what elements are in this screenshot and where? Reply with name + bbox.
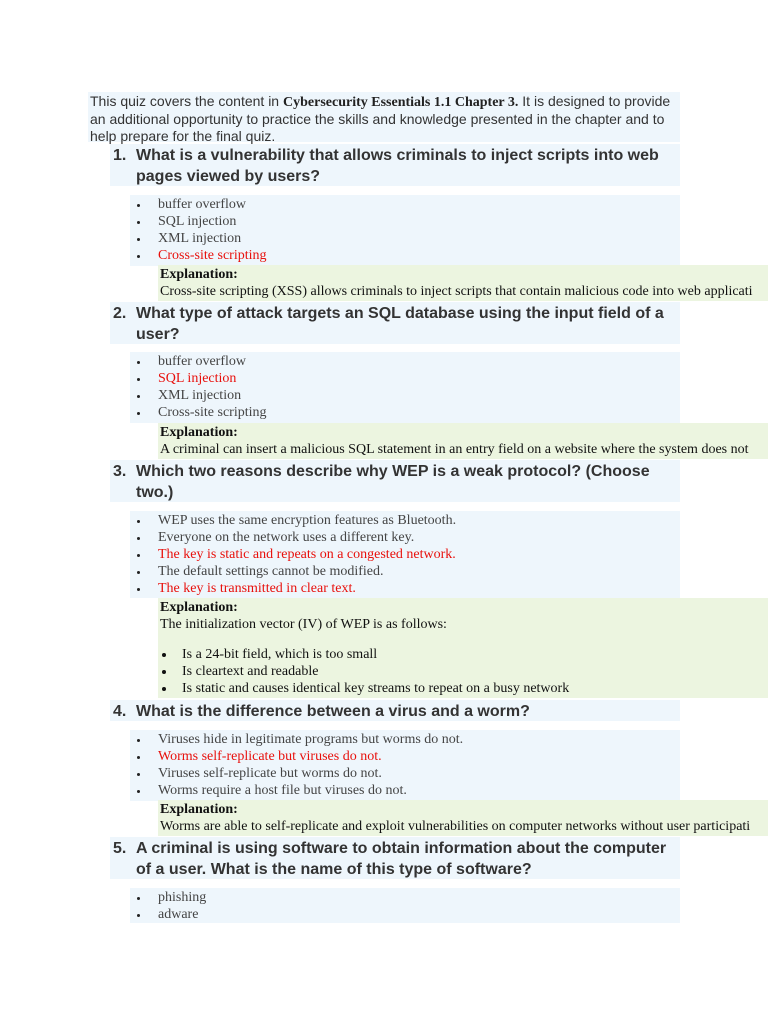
option-item-correct: The key is transmitted in clear text. — [130, 580, 680, 597]
option-item-correct: The key is static and repeats on a congested network. — [130, 546, 680, 563]
explanation-title: Explanation: — [160, 267, 238, 282]
option-item: phishing — [130, 889, 680, 906]
option-item: buffer overflow — [130, 196, 680, 213]
options-list-2 — [130, 352, 680, 423]
explanation-points — [160, 646, 768, 697]
options-list-3 — [130, 511, 680, 598]
option-item: Viruses hide in legitimate programs but worms do not. — [130, 731, 680, 748]
question-text: A criminal is using software to obtain information about the computer of a user. What is the name of this type of software? — [136, 840, 667, 878]
explanation-point: Is static and causes identical key streams to repeat on a busy network — [160, 680, 768, 697]
question-number: 2. — [113, 305, 127, 322]
explanation-text: A criminal can insert a malicious SQL statement in an entry field on a website where the system does not — [160, 442, 749, 457]
option-item: SQL injection — [130, 213, 680, 230]
explanation-title: Explanation: — [160, 425, 238, 440]
option-item: WEP uses the same encryption features as Bluetooth. — [130, 512, 680, 529]
explanation-title: Explanation: — [160, 600, 238, 615]
question-text: What type of attack targets an SQL database using the input field of a user? — [136, 305, 664, 343]
options-list-4 — [130, 730, 680, 801]
option-item: XML injection — [130, 387, 680, 404]
question-5 — [110, 837, 680, 879]
option-item: adware — [130, 906, 680, 923]
question-text: What is the difference between a virus and a worm? — [136, 703, 530, 720]
option-item: Viruses self-replicate but worms do not. — [130, 765, 680, 782]
intro-text-after: It is designed to provide an additional opportunity to practice the skills and knowledge presented in the chapter and to help prepare for the final quiz. — [90, 93, 671, 144]
option-item: The default settings cannot be modified. — [130, 563, 680, 580]
explanation-3 — [158, 598, 768, 698]
option-item-correct: SQL injection — [130, 370, 680, 387]
option-item-correct: Worms self-replicate but viruses do not. — [130, 748, 680, 765]
explanation-text: The initialization vector (IV) of WEP is as follows: — [160, 617, 447, 632]
question-3 — [110, 460, 680, 502]
question-1 — [110, 144, 680, 186]
explanation-title: Explanation: — [160, 802, 238, 817]
question-text: Which two reasons describe why WEP is a weak protocol? (Choose two.) — [136, 463, 650, 501]
explanation-2 — [158, 423, 768, 459]
option-item-correct: Cross-site scripting — [130, 247, 680, 264]
options-list-1 — [130, 195, 680, 266]
option-item: Cross-site scripting — [130, 404, 680, 421]
explanation-text: Cross-site scripting (XSS) allows criminals to inject scripts that contain malicious code into web applicati — [160, 284, 753, 299]
options-list-5 — [130, 888, 680, 923]
question-number: 1. — [113, 147, 127, 164]
option-item: XML injection — [130, 230, 680, 247]
explanation-1 — [158, 265, 768, 301]
question-2 — [110, 302, 680, 344]
course-name: Cybersecurity Essentials 1.1 Chapter 3. — [283, 95, 519, 110]
explanation-point: Is a 24-bit field, which is too small — [160, 646, 768, 663]
option-item: Worms require a host file but viruses do not. — [130, 782, 680, 799]
explanation-4 — [158, 800, 768, 836]
option-item: buffer overflow — [130, 353, 680, 370]
explanation-point: Is cleartext and readable — [160, 663, 768, 680]
question-4 — [110, 700, 680, 721]
option-item: Everyone on the network uses a different key. — [130, 529, 680, 546]
intro-text-before: This quiz covers the content in — [90, 93, 283, 109]
question-text: What is a vulnerability that allows criminals to inject scripts into web pages viewed by users? — [136, 147, 659, 185]
question-number: 3. — [113, 463, 127, 480]
explanation-text: Worms are able to self-replicate and exploit vulnerabilities on computer networks without user participati — [160, 819, 751, 834]
quiz-intro — [88, 92, 680, 142]
question-number: 5. — [113, 840, 127, 857]
question-number: 4. — [113, 703, 127, 720]
